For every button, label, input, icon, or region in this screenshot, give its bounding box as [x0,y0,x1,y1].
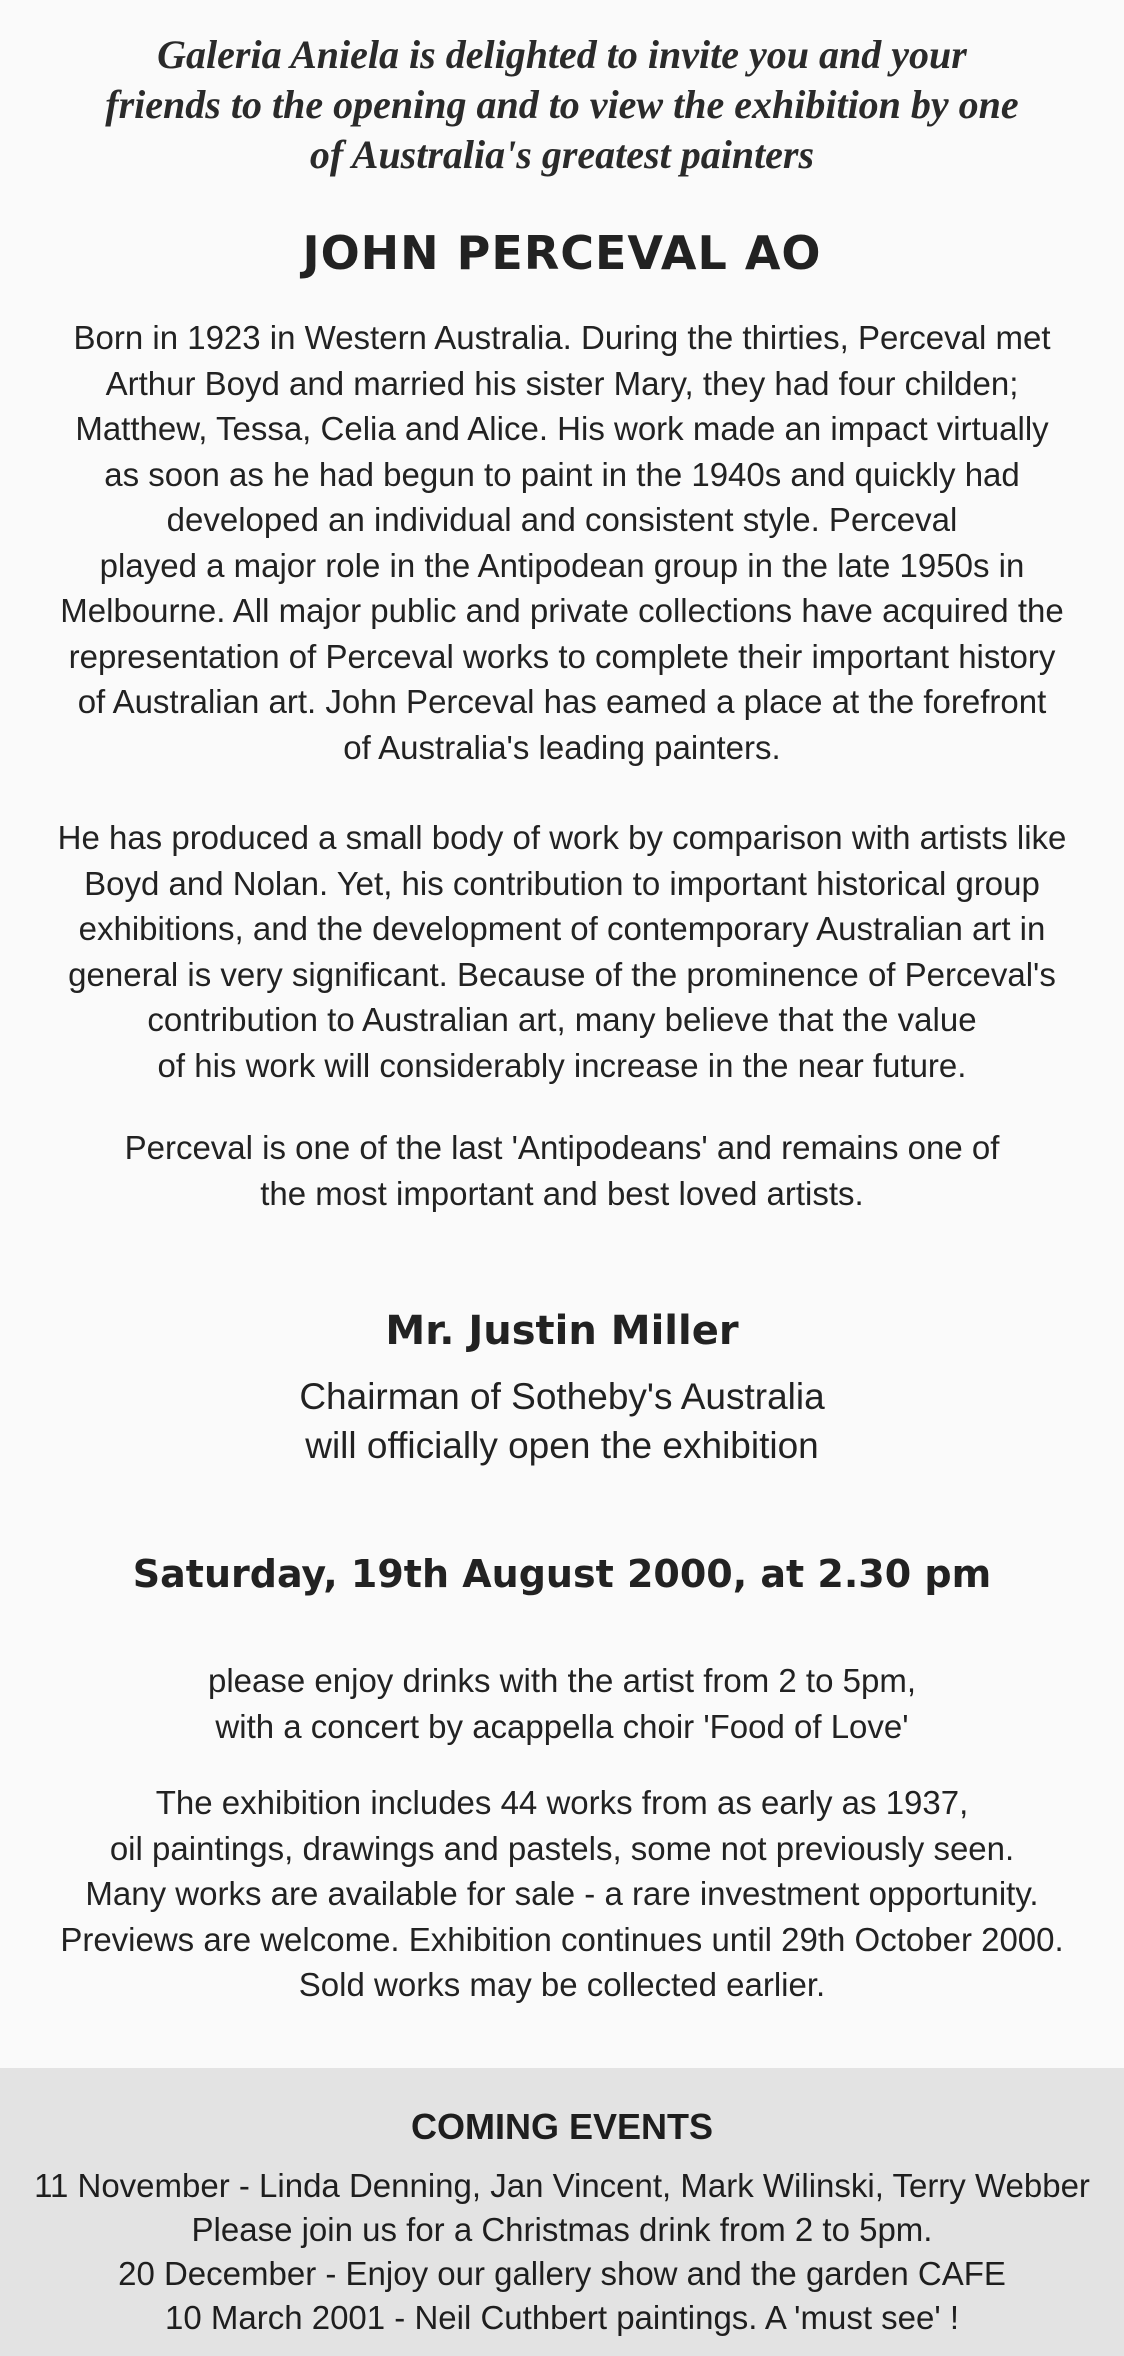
text-line: Previews are welcome. Exhibition continues until 29th October 2000. [60,1920,1064,1958]
text-line: Arthur Boyd and married his sister Mary, they had four childen; [105,364,1019,402]
biography-paragraph-2 [0,815,1124,1088]
text-line: The exhibition includes 44 works from as early as 1937, [155,1784,969,1821]
text-line: oil paintings, drawings and pastels, some not previously seen. [109,1829,1015,1867]
opener-name: Mr. Justin Miller [385,1308,739,1354]
text-line: the most important and best loved artists. [260,1174,864,1212]
biography-paragraph-1 [0,315,1124,770]
text-line: Chairman of Sotheby's Australia [299,1376,825,1417]
text-line: with a concert by acappella choir 'Food of Love' [215,1707,909,1745]
coming-events-title: COMING EVENTS [410,2106,714,2147]
text-line: developed an individual and consistent style. Perceval [166,501,958,538]
text-line: Boyd and Nolan. Yet, his contribution to important historical group [84,864,1040,902]
text-line: Sold works may be collected earlier. [298,1966,826,2003]
text-line: will officially open the exhibition [305,1425,819,1466]
text-line: of his work will considerably increase in the near future. [157,1046,967,1084]
coming-events-list [0,2164,1124,2340]
opener-description [0,1372,1124,1470]
drinks-note [0,1658,1124,1749]
text-line: general is very significant. Because of the prominence of Perceval's [68,955,1056,993]
text-line: contribution to Australian art, many believe that the value [147,1001,977,1038]
biography-paragraph-3 [0,1125,1124,1216]
artist-name: JOHN PERCEVAL AO [302,226,822,280]
list-item: Please join us for a Christmas drink from 2 to 5pm. [191,2211,933,2248]
list-item: 10 March 2001 - Neil Cuthbert paintings. A 'must see' ! [164,2299,959,2336]
text-line: exhibitions, and the development of contemporary Australian art in [78,910,1046,947]
text-line: as soon as he had begun to paint in the 1940s and quickly had [104,455,1020,493]
invitation-line: friends to the opening and to view the exhibition by one [105,82,1019,127]
list-item: 11 November - Linda Denning, Jan Vincent, Mark Wilinski, Terry Webber [34,2167,1090,2204]
text-line: representation of Perceval works to complete their important history [68,637,1056,675]
invitation-line: of Australia's greatest painters [309,132,815,177]
text-line: Perceval is one of the last 'Antipodeans' and remains one of [124,1129,1000,1166]
text-line: please enjoy drinks with the artist from 2 to 5pm, [208,1662,916,1699]
coming-events-panel [0,2068,1124,2356]
text-line: of Australia's leading painters. [343,728,781,766]
invitation-heading [0,30,1124,180]
text-line: Born in 1923 in Western Australia. During the thirties, Perceval met [73,319,1051,356]
text-line: Many works are available for sale - a rare investment opportunity. [85,1875,1039,1912]
text-line: Melbourne. All major public and private collections have acquired the [60,592,1064,629]
event-date: Saturday, 19th August 2000, at 2.30 pm [132,1552,992,1596]
exhibition-details [0,1780,1124,2008]
text-line: of Australian art. John Perceval has eamed a place at the forefront [77,683,1047,720]
text-line: Matthew, Tessa, Celia and Alice. His work made an impact virtually [75,410,1049,447]
list-item: 20 December - Enjoy our gallery show and the garden CAFE [118,2255,1006,2292]
text-line: He has produced a small body of work by comparison with artists like [57,819,1067,856]
invitation-line: Galeria Aniela is delighted to invite you and your [157,32,967,77]
text-line: played a major role in the Antipodean group in the late 1950s in [99,546,1025,584]
